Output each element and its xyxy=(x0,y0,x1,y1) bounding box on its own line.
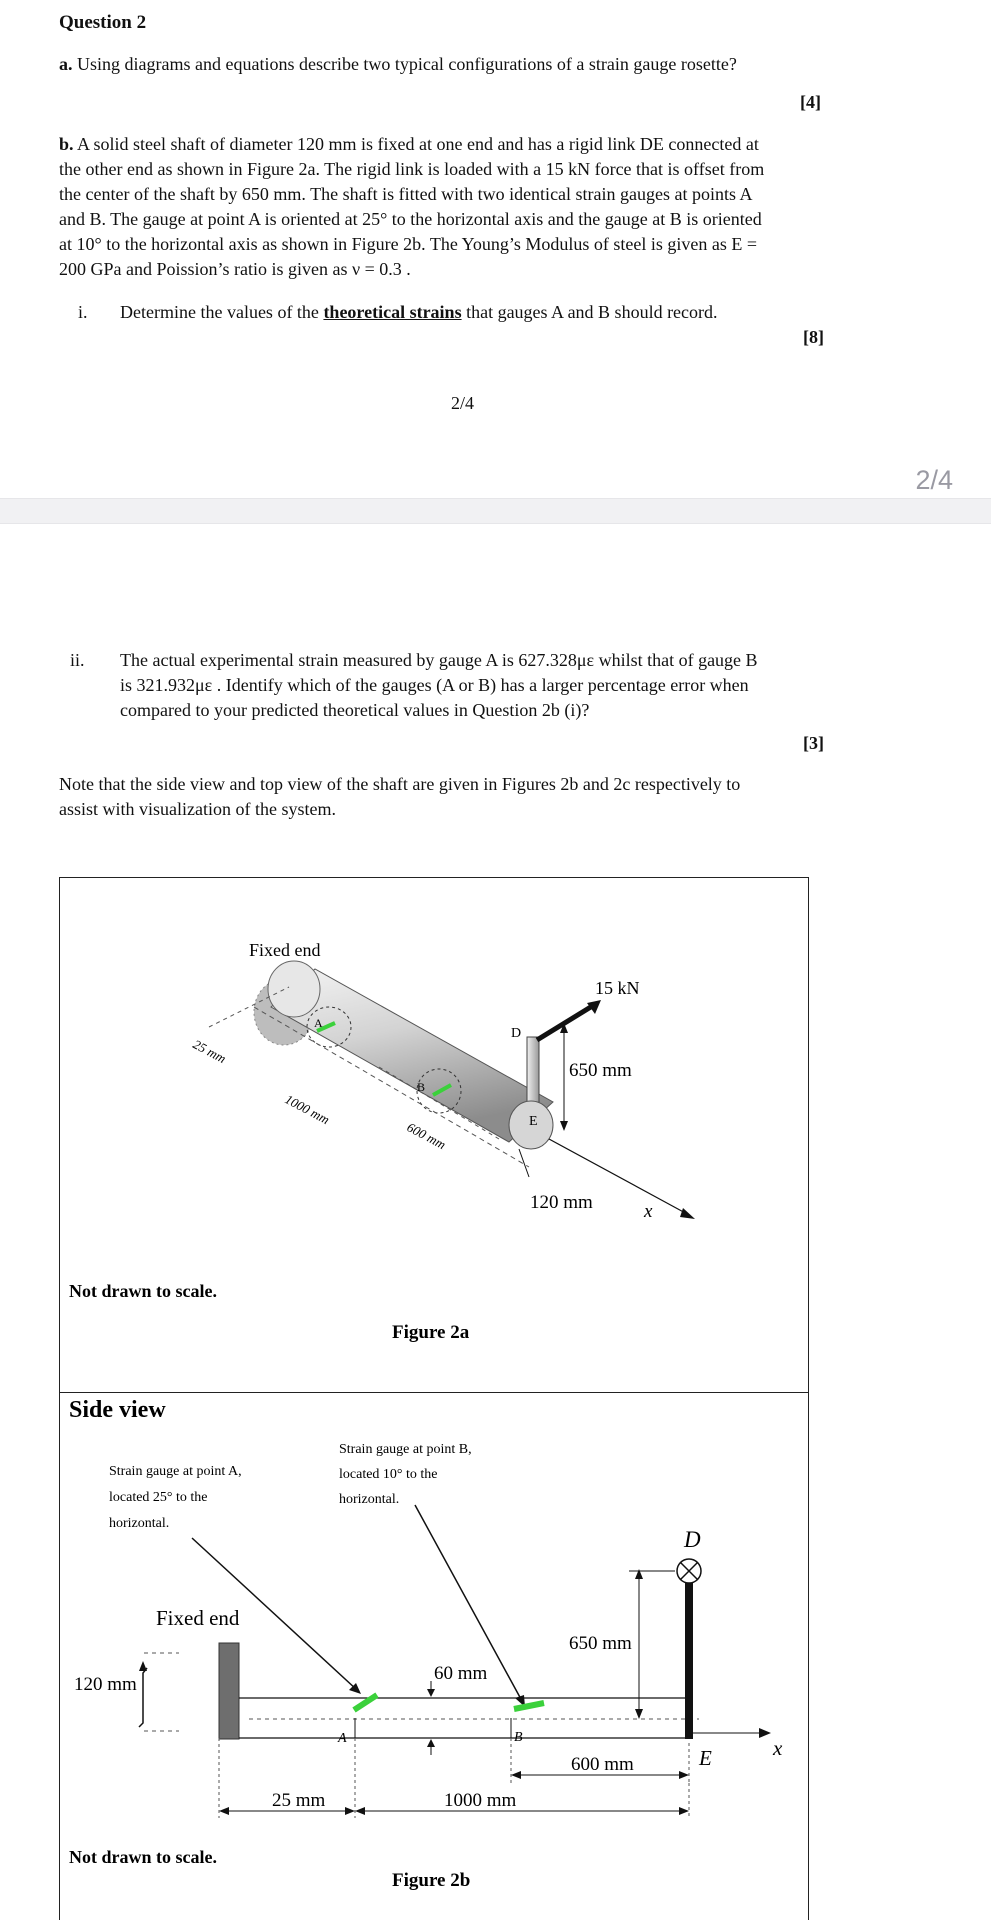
fig2b-axis-x: x xyxy=(773,1736,783,1760)
part-b-line-2: the other end as shown in Figure 2a. The rigid link is loaded with a 15 kN force that is offset from xyxy=(59,159,765,179)
fig2b-pt-d: D xyxy=(684,1527,701,1552)
part-b-ii-marks: [3] xyxy=(803,733,824,753)
fig2b-diameter: 120 mm xyxy=(74,1674,137,1695)
part-a xyxy=(59,52,737,77)
fig2a-not-to-scale: Not drawn to scale. xyxy=(69,1281,217,1301)
fig2b-title: Side view xyxy=(69,1397,166,1423)
fig2b-caption: Figure 2b xyxy=(392,1870,471,1891)
side-page-number: 2/4 xyxy=(915,465,953,495)
force-arrow-shaft xyxy=(537,1005,594,1040)
theoretical-strains-emphasis: theoretical strains xyxy=(323,302,462,322)
fig2b-gauge-a-line-1: Strain gauge at point A, xyxy=(109,1464,242,1479)
fig2a-fixed-end: Fixed end xyxy=(249,940,321,960)
fig2b-rigid-link xyxy=(685,1571,693,1739)
dim-120-line xyxy=(519,1149,529,1177)
question-title: Question 2 xyxy=(59,12,147,33)
x-axis-arrow xyxy=(680,1208,695,1219)
fig2b-gauge-b-line-3: horizontal. xyxy=(339,1492,400,1507)
fig2b-gauge-b xyxy=(514,1703,544,1709)
fig2b-dim-1000: 1000 mm xyxy=(444,1790,517,1811)
fig2b-pt-a: A xyxy=(338,1731,347,1746)
fig2a-pt-d: D xyxy=(511,1026,522,1041)
fig2a-pt-a: A xyxy=(314,1016,323,1030)
dim-120-bracket xyxy=(139,1668,147,1727)
part-b xyxy=(59,132,899,282)
fig2a-dim-600: 600 mm xyxy=(404,1119,449,1153)
note: Note that the side view and top view of the shaft are given in Figures 2b and 2c respectively to assist with visualization of the system. xyxy=(59,774,741,819)
fig2b-fixed-wall xyxy=(219,1643,239,1739)
part-b-i-marks: [8] xyxy=(803,327,824,347)
fig2b-dim-650: 650 mm xyxy=(569,1633,632,1654)
fig2a-pt-e: E xyxy=(529,1114,538,1129)
fig2b-gauge-a-line-3: horizontal. xyxy=(109,1516,170,1531)
fig2b-fixed-end: Fixed end xyxy=(156,1606,240,1630)
part-b-line-6: 200 GPa and Poission’s ratio is given as ν = 0.3 . xyxy=(59,259,411,279)
fig2a-offset-label: 650 mm xyxy=(569,1060,632,1081)
part-b-ii-text: The actual experimental strain measured by gauge A is 627.328με whilst that of gauge B is 321.932με . Identify which of the gauges (A or B) has a larger percentage error when compared to your predicted theoretical values in Question 2b (i)? xyxy=(120,650,758,720)
part-b-i-text: Determine the values of the theoretical strains that gauges A and B should record. xyxy=(120,302,718,322)
shaft-fixed-face xyxy=(268,961,320,1017)
fig2b-gauge-a-line-2: located 25° to the xyxy=(109,1490,208,1505)
figure-2a-drawing xyxy=(59,877,809,1392)
part-b-ii-numeral: ii. xyxy=(70,650,85,670)
fig2b-not-to-scale: Not drawn to scale. xyxy=(69,1847,217,1867)
part-b-i-numeral: i. xyxy=(78,302,88,322)
fig2b-dim-60: 60 mm xyxy=(434,1663,488,1684)
fig2a-dim-1000: 1000 mm xyxy=(282,1091,333,1128)
figure-2b-drawing xyxy=(59,1393,809,1920)
part-b-line-5: at 10° to the horizontal axis as shown in Figure 2b. The Young’s Modulus of steel is given as E = xyxy=(59,234,757,254)
fig2a-force-label: 15 kN xyxy=(595,978,640,998)
part-b-label: b. xyxy=(59,134,74,154)
fig2a-pt-b: B xyxy=(417,1080,426,1094)
page-divider xyxy=(0,498,991,524)
fig2b-gauge-b-line-2: located 10° to the xyxy=(339,1467,438,1482)
page-number: 2/4 xyxy=(451,393,475,413)
part-b-line-3: the center of the shaft by 650 mm. The shaft is fitted with two identical strain gauges at points A xyxy=(59,184,753,204)
fig2b-pt-b: B xyxy=(514,1730,523,1745)
fig2a-axis-x: x xyxy=(644,1201,653,1222)
fig2a-dim-25: 25 mm xyxy=(190,1036,229,1067)
fig2b-dim-25: 25 mm xyxy=(272,1790,326,1811)
part-a-marks: [4] xyxy=(800,92,821,112)
part-a-text: Using diagrams and equations describe two typical configurations of a strain gauge rosette? xyxy=(77,54,737,74)
part-a-label: a. xyxy=(59,54,73,74)
part-b-line-4: and B. The gauge at point A is oriented at 25° to the horizontal axis and the gauge at B is oriented xyxy=(59,209,762,229)
fig2b-gauge-a xyxy=(354,1695,377,1710)
fig2a-diameter-label: 120 mm xyxy=(530,1192,593,1213)
fig2a-caption: Figure 2a xyxy=(392,1322,470,1343)
part-b-line-1: b. A solid steel shaft of diameter 120 mm is fixed at one end and has a rigid link DE connected at xyxy=(59,134,759,154)
fig2b-dim-600: 600 mm xyxy=(571,1754,634,1775)
fig2b-gauge-b-line-1: Strain gauge at point B, xyxy=(339,1442,472,1457)
fig2b-pt-e: E xyxy=(699,1746,712,1770)
